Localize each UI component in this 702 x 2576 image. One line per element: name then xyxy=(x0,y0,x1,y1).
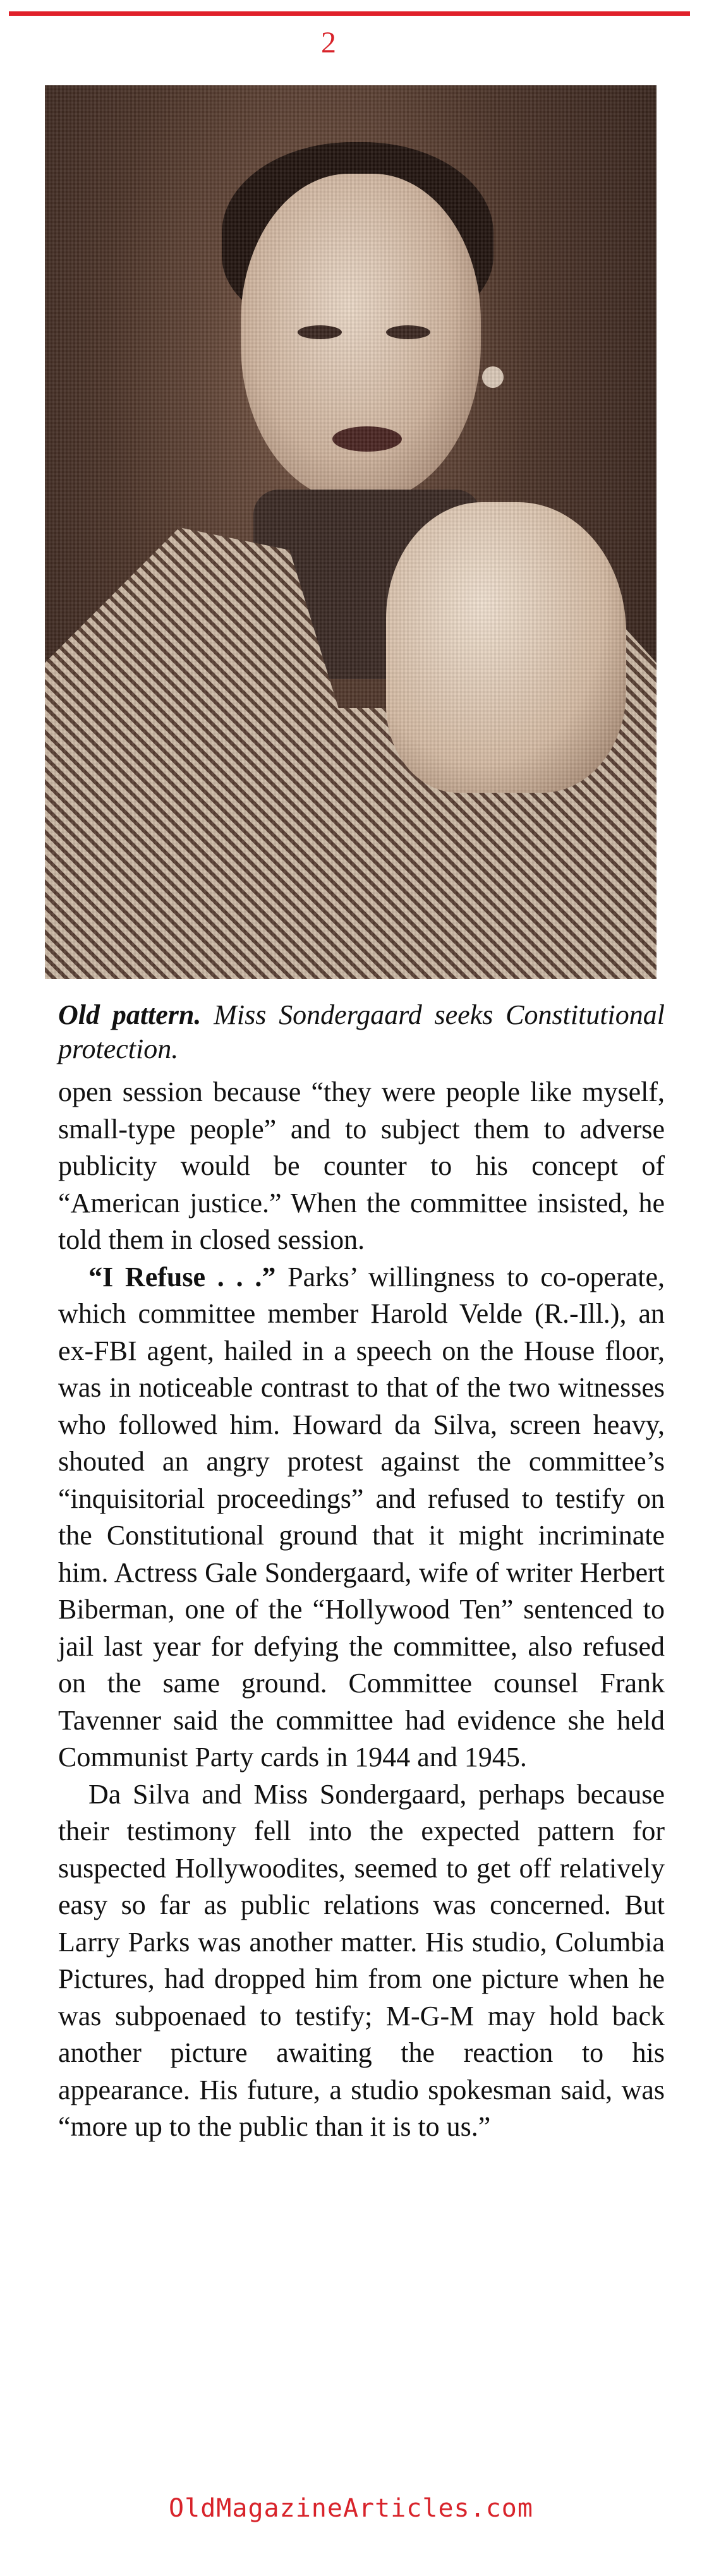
portrait-photo xyxy=(45,85,657,979)
article-paragraph: open session because “they were people like myself, small-type people” and to subject them to adverse publicity would be counter to his concept of “American justice.” When the committee insisted, he told them in closed session. xyxy=(58,1076,665,1255)
section-subhead: “I Refuse . . .” xyxy=(88,1261,276,1292)
caption-text: Miss Sondergaard seeks Constitutional protection. xyxy=(58,999,665,1064)
site-footer[interactable]: OldMagazineArticles.com xyxy=(169,2494,533,2523)
article-paragraph-text: Parks’ willingness to co-operate, which committee member Harold Velde (R.-Ill.), an ex-FBI agent, hailed in a speech on the House floor, was in noticeable contrast to that of the two witnesses who followed him. Howard da Silva, screen heavy, shouted an angry protest against the committee’s “inquisitorial proceedings” and refused to testify on the Constitutional ground that it might incriminate him. Actress Gale Sondergaard, wife of writer Herbert Biberman, one of the “Hollywood Ten” sentenced to jail last year for defying the committee, also refused on the same ground. Committee counsel Frank Tavenner said the committee had evidence she held Communist Party cards in 1944 and 1945. xyxy=(58,1261,665,1773)
page-number: 2 xyxy=(321,26,336,59)
article-body xyxy=(58,1074,665,2146)
photo-caption xyxy=(58,998,665,1066)
caption-lead: Old pattern. xyxy=(58,999,202,1030)
article-paragraph: Da Silva and Miss Sondergaard, perhaps because their testimony fell into the expected pattern for suspected Hollywoodites, seemed to get off relatively easy so far as public relations was concerned. But Larry Parks was another matter. His studio, Columbia Pictures, had dropped him from one picture when he was subpoenaed to testify; M-G-M may hold back another picture awaiting the reaction to his appearance. His future, a studio spokesman said, was “more up to the public than it is to us.” xyxy=(58,1778,665,2142)
top-divider xyxy=(9,11,690,16)
article-paragraph xyxy=(58,1259,665,1776)
